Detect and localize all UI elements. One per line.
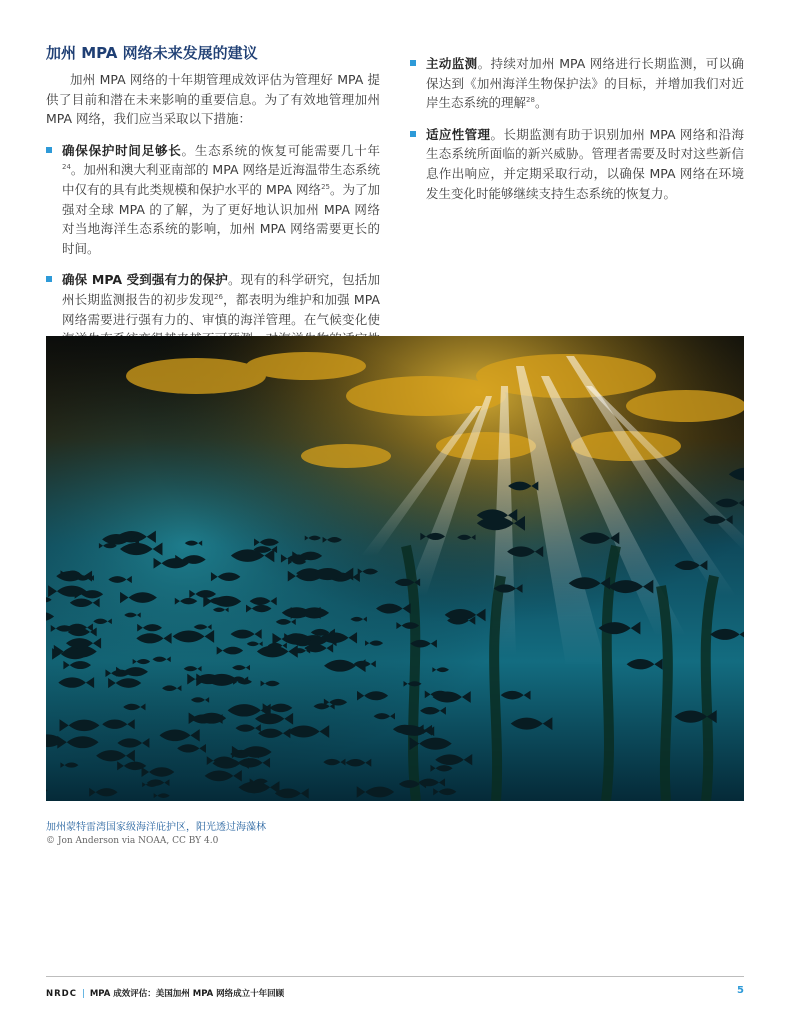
bullet-title: 主动监测 bbox=[426, 56, 478, 71]
footnote-ref: 26 bbox=[214, 292, 223, 301]
nrdc-logo: NRDC bbox=[46, 989, 77, 999]
bullet-text: ，都表明为维护和加强 MPA 网络需要进行强有力的、审慎的海洋管理。在气候变化使 bbox=[62, 291, 380, 327]
bullet-text: 。生态系统的恢复可能需要几十年 bbox=[181, 142, 380, 158]
bullet-text: 。持续对加州 MPA 网络进行长期监测，可以确保达到《加州海洋生物保护法》的目标，并增加我们对近岸生态系统的理解 bbox=[426, 56, 744, 111]
bullet-text: 。加州和澳大利亚南部的 MPA 网络是近海温带生态系统中仅有的具有此类规模和保护水平的 MPA 网络 bbox=[62, 162, 380, 197]
bullet-text: 。为了加强对全球 MPA 的了解，为了更好地认识加州 MPA 网络对当地海洋生态系统的影响，加州 MPA 网络需要更长的时间。 bbox=[62, 181, 380, 256]
footer-title: MPA 成效评估：美国加州 MPA 网络成立十年回顾 bbox=[89, 989, 285, 999]
photo-caption: 加州蒙特雷湾国家级海洋庇护区，阳光透过海藻林 bbox=[46, 822, 266, 833]
bullet-text: 。现有的科学研究，包括加州长期监测报告的初步发现 bbox=[62, 272, 380, 307]
bullet-title: 适应性管理 bbox=[426, 126, 491, 142]
section-heading: 加州 MPA 网络未来发展的建议 bbox=[46, 44, 258, 62]
bullet-title: 确保 MPA 受到强有力的保护 bbox=[62, 272, 228, 288]
footer-separator: | bbox=[81, 989, 85, 999]
bullet-text: 。长期监测有助于识别加州 MPA 网络和沿海生态系统所面临的新兴威胁。管理者需要及时对这些新信息作出响应，并定期采取行动，以确保 MPA 网络在环境发生变化时能够继续支持生态系统的恢复力。 bbox=[426, 126, 744, 201]
bullet-adaptive-management bbox=[410, 125, 744, 203]
intro-paragraph: 加州 MPA 网络的十年期管理成效评估为管理好 MPA 提供了目前和潜在未来影响的重要信息。为了有效地管理加州 MPA 网络，我们应当采取以下措施： bbox=[46, 72, 380, 127]
bullet-protection-time bbox=[46, 141, 380, 259]
footnote-ref: 24 bbox=[62, 163, 71, 172]
right-column bbox=[410, 42, 744, 203]
bullet-text: 。 bbox=[534, 95, 548, 111]
footer bbox=[46, 987, 284, 999]
recommendations-list-right bbox=[410, 54, 744, 203]
footer-divider bbox=[46, 976, 744, 977]
bullet-active-monitoring bbox=[410, 54, 744, 113]
bullet-title: 确保保护时间足够长 bbox=[62, 142, 182, 158]
footnote-ref: 28 bbox=[526, 96, 535, 105]
kelp-forest-photo bbox=[46, 336, 744, 801]
footnote-ref: 25 bbox=[321, 182, 330, 191]
photo-credit: © Jon Anderson via NOAA, CC BY 4.0 bbox=[46, 836, 219, 846]
page-number: 5 bbox=[737, 985, 744, 996]
